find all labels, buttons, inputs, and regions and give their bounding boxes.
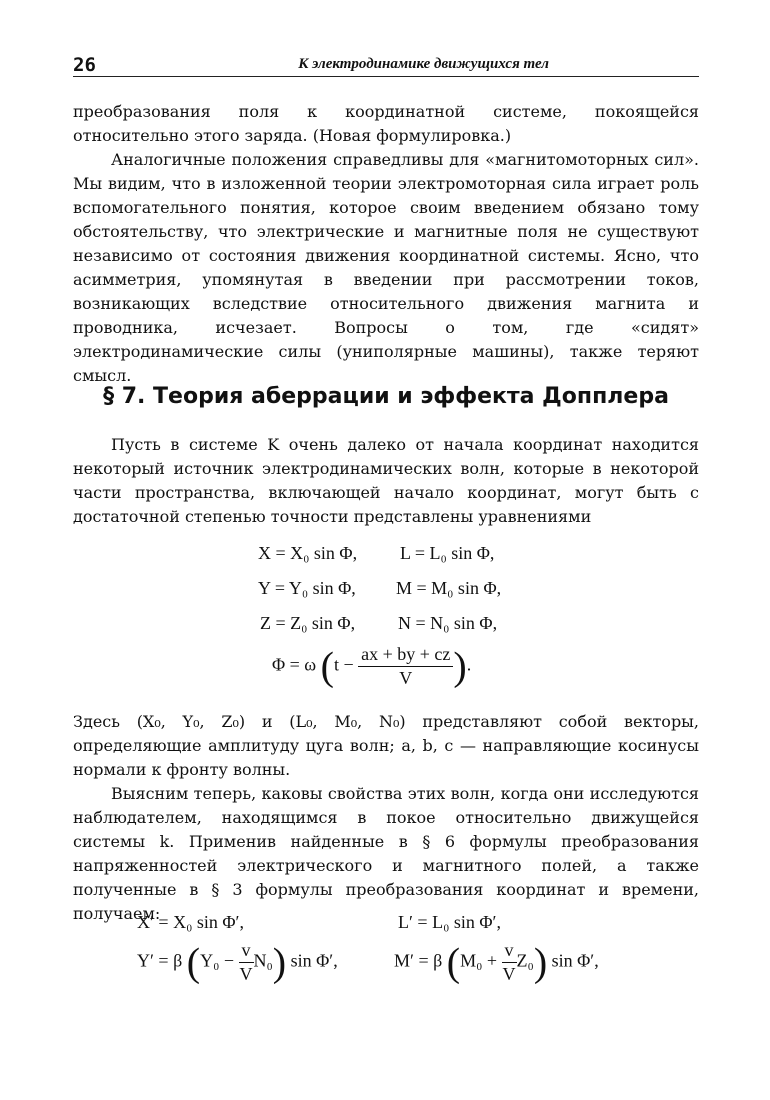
phase-lhs: Φ = ω — [272, 654, 317, 675]
y-left-paren: ( — [186, 939, 201, 985]
m-prime-end: sin Φ′, — [551, 950, 599, 971]
equation-z: Z = Z₀ sin Φ, — [260, 613, 356, 633]
y-prime-in1: Y₀ − — [200, 950, 235, 971]
equation-y: Y = Y₀ sin Φ, — [258, 578, 356, 598]
paragraph-amplitude: Здесь (X₀, Y₀, Z₀) и (L₀, M₀, N₀) представляют собой векторы, определяющие амплитуду цуга волн; a, b, c — направляющие косинусы нормали к фронту волны. — [73, 712, 699, 779]
m-prime-fraction — [502, 940, 517, 985]
equation-m: M = M₀ sin Φ, — [396, 578, 502, 598]
m-prime-numerator: v — [502, 940, 517, 963]
equation-y-prime — [137, 940, 338, 985]
phase-t: t − — [333, 654, 354, 675]
y-prime-lhs: Y′ = β — [137, 950, 183, 971]
right-paren: ) — [453, 643, 467, 689]
equation-x: X = X₀ sin Φ, — [258, 543, 358, 563]
y-prime-fraction — [239, 940, 254, 985]
m-prime-in2: Z₀ — [516, 950, 534, 971]
paragraph-observer: Выясним теперь, каковы свойства этих волн, когда они исследуются наблюдателем, находящимся в покое относительно движущейся системы k. Применив найденные в § 6 формулы преобразования напряженностей электрического и магнитного полей, а также полученные в § 3 формулы преобразования координат и времени, получаем: — [73, 784, 699, 923]
equation-n: N = N₀ sin Φ, — [398, 613, 498, 633]
y-prime-denominator: V — [239, 964, 253, 984]
y-right-paren: ) — [272, 939, 287, 985]
equation-l: L = L₀ sin Φ, — [400, 543, 495, 563]
m-prime-in1: M₀ + — [460, 950, 498, 971]
m-left-paren: ( — [446, 939, 461, 985]
page-number: 26 — [73, 54, 96, 76]
left-paren: ( — [320, 643, 334, 689]
phase-numerator: ax + by + cz — [358, 644, 453, 667]
equation-phase — [272, 644, 471, 689]
y-prime-in2: N₀ — [253, 950, 273, 971]
m-right-paren: ) — [533, 939, 548, 985]
phase-end: . — [466, 654, 472, 675]
phase-fraction — [358, 644, 453, 689]
page-header — [73, 50, 699, 77]
paragraph-wave-source: Пусть в системе K очень далеко от начала координат находится некоторый источник электродинамических волн, которые в некоторой части пространства, включающей начало координат, могут быть с достаточной степенью точности представлены уравнениями — [73, 435, 699, 526]
m-prime-lhs: M′ = β — [394, 950, 443, 971]
m-prime-denominator: V — [502, 964, 516, 984]
equation-m-prime — [394, 940, 599, 985]
y-prime-numerator: v — [239, 940, 254, 963]
y-prime-end: sin Φ′, — [290, 950, 338, 971]
section-heading: § 7. Теория аберрации и эффекта Допплера — [103, 384, 669, 409]
running-title: К электродинамике движущихся тел — [298, 56, 549, 72]
phase-denominator: V — [399, 668, 413, 688]
paragraph-continuation: преобразования поля к координатной системе, покоящейся относительно этого заряда. (Новая формулировка.) — [73, 102, 699, 145]
equation-x-prime: X′ = X₀ sin Φ′, — [137, 912, 244, 932]
equation-l-prime: L′ = L₀ sin Φ′, — [398, 912, 501, 932]
paragraph-magnetomotive: Аналогичные положения справедливы для «магнитомоторных сил». Мы видим, что в изложенной теории электромоторная сила играет роль вспомогательного понятия, которое своим введением обязано тому обстоятельству, что электрические и магнитные поля не существуют независимо от состояния движения координатной системы. Ясно, что асимметрия, упомянутая в введении при рассмотрении токов, возникающих вследствие относительного движения магнита и проводника, исчезает. Вопросы о том, где «сидят» электродинамические силы (униполярные машины), также теряют смысл. — [73, 150, 699, 385]
